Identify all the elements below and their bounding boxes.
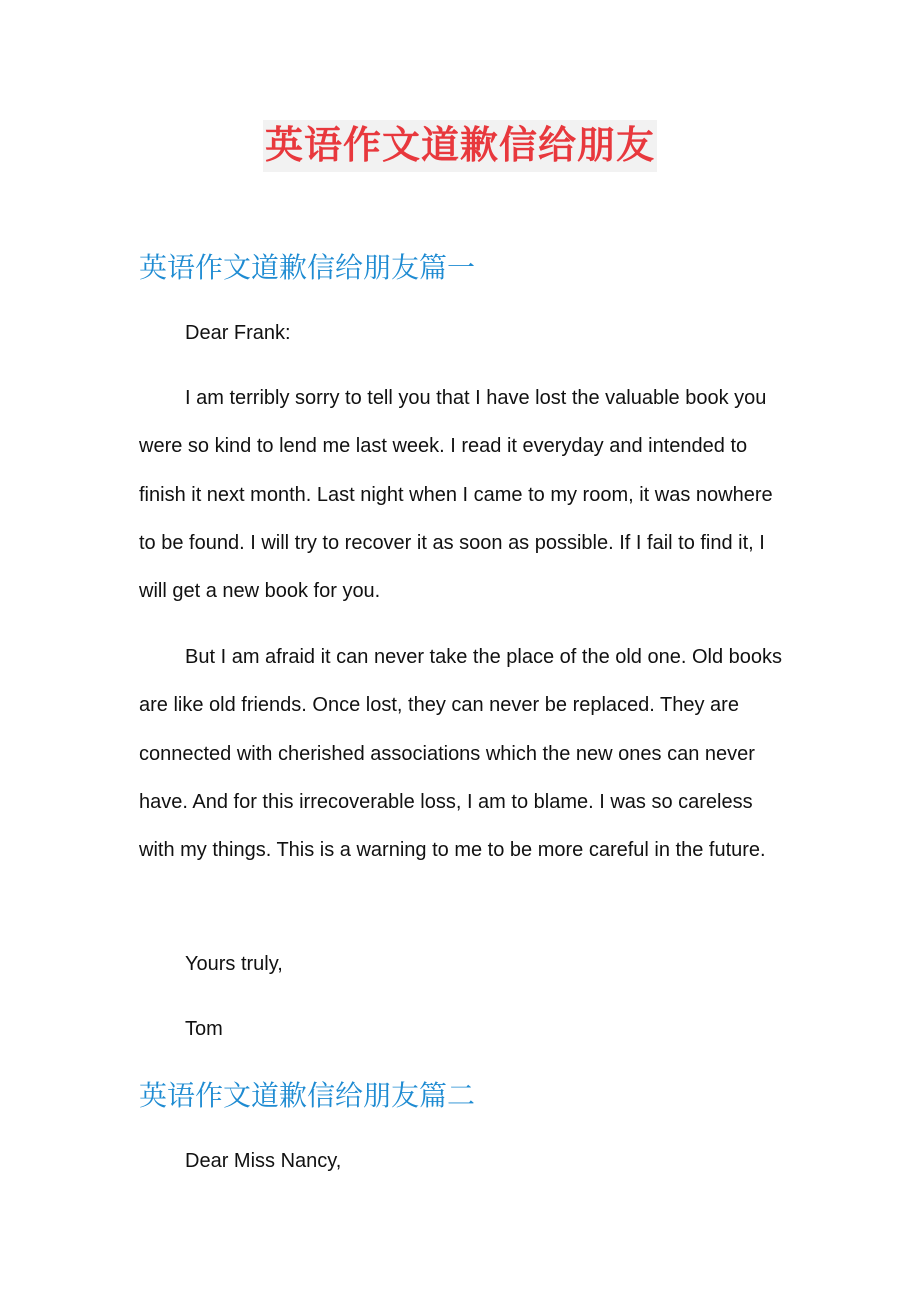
signature: Tom: [185, 1018, 223, 1040]
salutation-frank: Dear Frank:: [185, 322, 291, 344]
letter-paragraph-2: But I am afraid it can never take the place of the old one. Old books are like old friends. Once lost, they can never be replaced. They are connected with cherished associations which the new ones can never have. And for this irrecoverable loss, I am to blame. I was so careless with my things. This is a warning to me to be more careful in the future.: [139, 646, 783, 862]
closing: Yours truly,: [185, 953, 283, 975]
letter-paragraph-1: I am terribly sorry to tell you that I have lost the valuable book you were so kind to lend me last week. I read it everyday and intended to finish it next month. Last night when I came to my room, it was nowhere to be found. I will try to recover it as soon as possible. If I fail to find it, I will get a new book for you.: [139, 387, 773, 603]
section-heading-1: 英语作文道歉信给朋友篇一: [139, 251, 476, 284]
salutation-nancy: Dear Miss Nancy,: [185, 1150, 342, 1172]
document-title: 英语作文道歉信给朋友: [263, 120, 657, 172]
title-container: [0, 120, 920, 172]
section-heading-2: 英语作文道歉信给朋友篇二: [139, 1079, 476, 1112]
